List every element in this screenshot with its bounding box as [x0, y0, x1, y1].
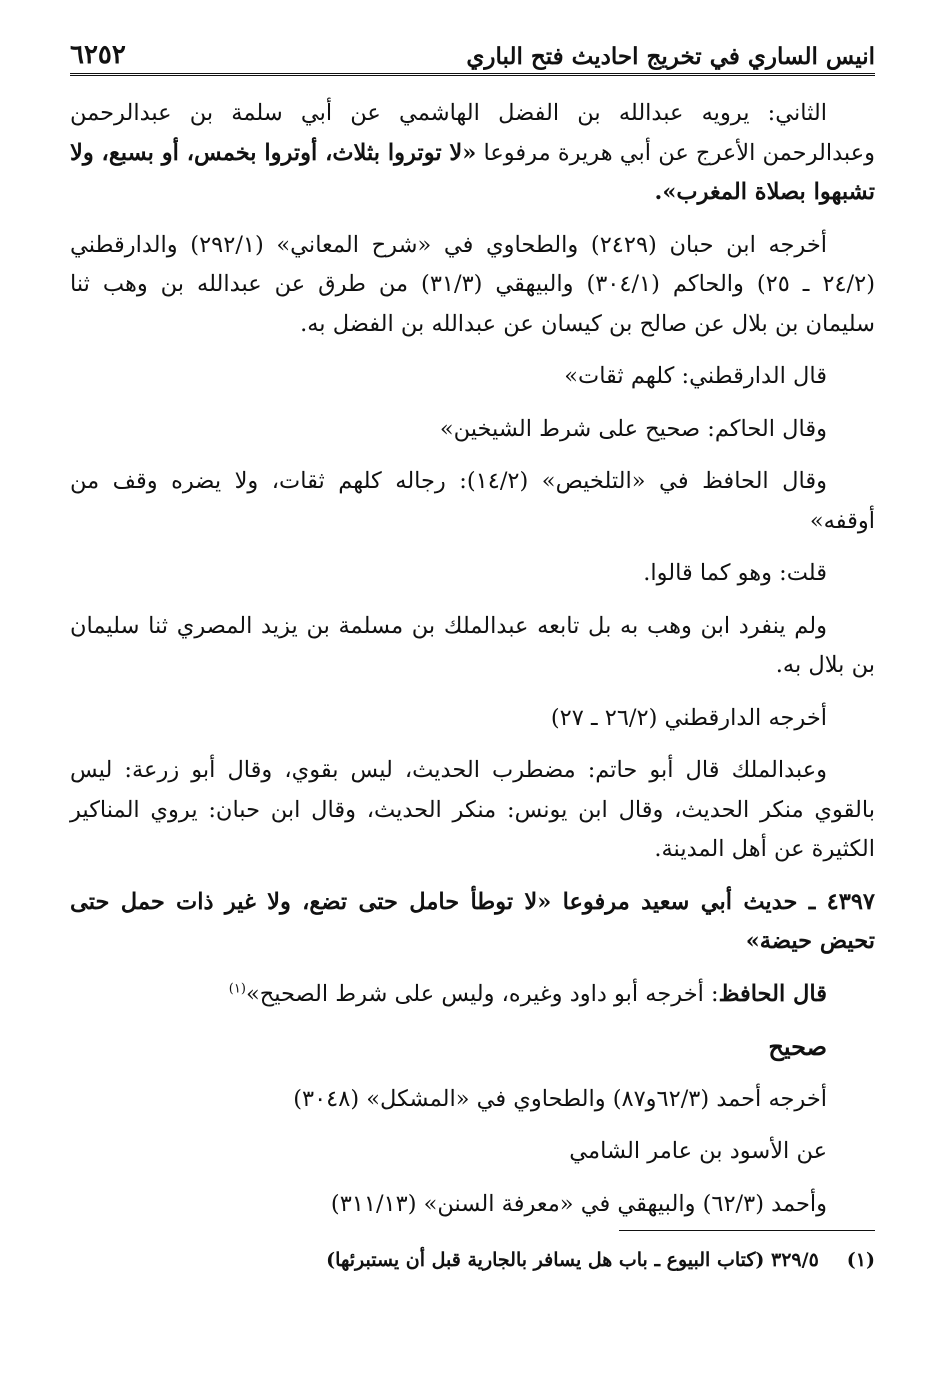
paragraph-narrator-criticism: وعبدالملك قال أبو حاتم: مضطرب الحديث، ليس بقوي، وقال أبو زرعة: ليس بالقوي منكر الحديث، وقال ابن يونس: منكر الحديث، وقال ابن حبان: يروي المناكير الكثيرة عن أهل المدينة.: [70, 757, 875, 862]
paragraph-takhrij: أخرجه ابن حبان (٢٤٢٩) والطحاوي في «شرح المعاني» (٢٩٢/١) والدارقطني (٢٤/٢ ـ ٢٥) والحاكم (٣٠٤/١) والبيهقي (٣١/٣) من طرق عن عبدالله بن وهب ثنا سليمان بن بلال عن صالح بن كيسان عن عبدالله بن الفضل به.: [70, 231, 875, 337]
footnote-reference: (١): [228, 981, 246, 996]
paragraph-text: الثاني: يرويه عبدالله بن الفضل الهاشمي عن أبي سلمة بن عبدالرحمن وعبدالرحمن الأعرج عن أبي هريرة مرفوعا: [70, 100, 876, 166]
book-page: [70, 30, 875, 1382]
footnote: [70, 1246, 875, 1274]
quote-daraqutni: قال الدارقطني: كلهم ثقات»: [564, 363, 827, 389]
hadith-entry: [70, 883, 875, 962]
footnote-text: ٣٢٩/٥ (كتاب البيوع ـ باب هل يسافر بالجارية قبل أن يستبرئها): [326, 1249, 819, 1271]
takhrij-line-3: وأحمد (٦٢/٣) والبيهقي في «معرفة السنن» (٣١١/١٣): [330, 1190, 827, 1217]
book-title: انيس الساري في تخريج احاديث فتح الباري: [466, 43, 875, 70]
hadith-quote: «لا توتروا بثلاث، أوتروا بخمس، أو بسبع، ولا تشبهوا بصلاة المغرب».: [70, 139, 875, 205]
footnote-mark: (١): [846, 1249, 875, 1271]
paragraph-mutabaah: ولم ينفرد ابن وهب به بل تابعه عبدالملك بن مسلمة بن يزيد المصري ثنا سليمان بن بلال به.: [70, 612, 875, 678]
paragraph-daraqutni-ref: أخرجه الدارقطني (٢٦/٢ ـ ٢٧): [550, 704, 827, 731]
hafiz-label: قال الحافظ: [718, 980, 827, 1007]
quote-hafiz-talkhis: وقال الحافظ في «التلخيص» (١٤/٢): رجاله كلهم ثقات، ولا يضره وقف من أوقفه»: [70, 468, 875, 534]
footnote-separator: [619, 1230, 875, 1231]
hafiz-statement: [70, 975, 875, 1015]
running-head: [70, 30, 875, 76]
hadith-text: ـ حديث أبي سعيد مرفوعا «لا توطأ حامل حتى تضع، ولا غير ذات حمل حتى تحيض حيضة»: [70, 888, 875, 954]
author-comment: قلت: وهو كما قالوا.: [643, 560, 827, 586]
takhrij-line-2: عن الأسود بن عامر الشامي: [569, 1138, 827, 1164]
hafiz-text: : أخرجه أبو داود وغيره، وليس على شرط الصحيح»: [245, 980, 719, 1007]
takhrij-line-1: أخرجه أحمد (٦٢/٣و٨٧) والطحاوي في «المشكل» (٣٠٤٨): [293, 1085, 827, 1112]
hadith-grade: صحيح: [768, 1032, 827, 1061]
page-number: ٦٢٥٢: [70, 40, 126, 70]
hadith-number: ٤٣٩٧: [826, 888, 875, 915]
page-body: [70, 94, 875, 1224]
paragraph-second-route: [70, 94, 875, 213]
quote-hakim: وقال الحاكم: صحيح على شرط الشيخين»: [439, 415, 827, 442]
